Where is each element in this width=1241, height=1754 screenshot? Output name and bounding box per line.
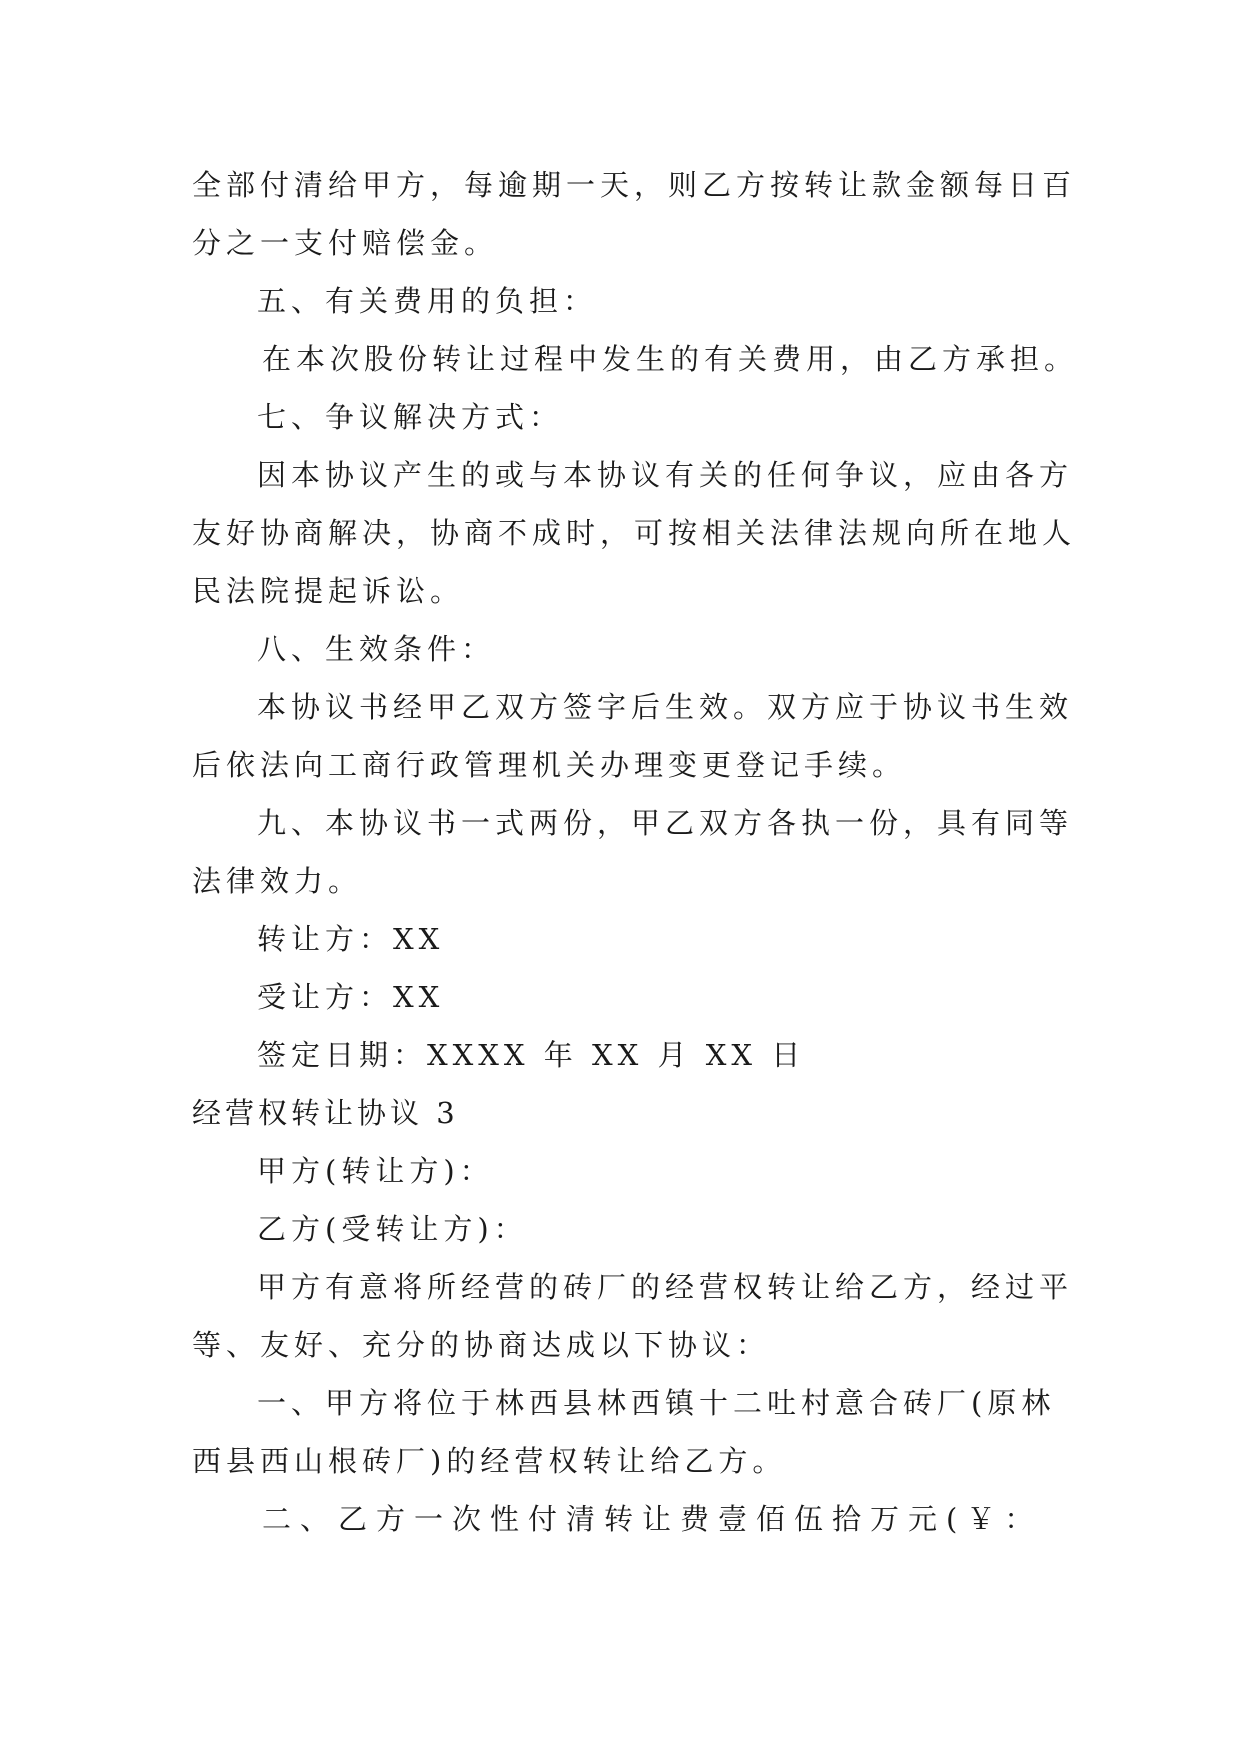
paragraph-line: 友好协商解决，协商不成时，可按相关法律法规向所在地人	[192, 516, 1077, 550]
section-heading-8: 八、生效条件：	[257, 632, 496, 666]
paragraph-line: 九、本协议书一式两份，甲乙双方各执一份，具有同等	[257, 806, 1074, 840]
paragraph-line: 西县西山根砖厂)的经营权转让给乙方。	[192, 1444, 787, 1478]
paragraph-line: 在本次股份转让过程中发生的有关费用，由乙方承担。	[262, 342, 1079, 376]
paragraph-line: 甲方有意将所经营的砖厂的经营权转让给乙方，经过平	[257, 1270, 1074, 1304]
paragraph-line: 后依法向工商行政管理机关办理变更登记手续。	[192, 748, 907, 782]
paragraph-line: 民法院提起诉讼。	[192, 574, 465, 608]
clause-2-line: 二、乙方一次性付清转让费壹佰伍拾万元(￥：	[262, 1502, 1043, 1536]
clause-1-line: 一、甲方将位于林西县林西镇十二吐村意合砖厂(原林	[257, 1386, 1056, 1420]
section-heading-5: 五、有关费用的负担：	[257, 284, 598, 318]
paragraph-line: 法律效力。	[192, 864, 363, 898]
transferor-signature-line: 转让方：XX	[257, 922, 445, 956]
paragraph-line: 分之一支付赔偿金。	[192, 226, 499, 260]
paragraph-line: 全部付清给甲方，每逾期一天，则乙方按转让款金额每日百	[192, 168, 1077, 202]
transferee-signature-line: 受让方：XX	[257, 980, 445, 1014]
paragraph-line: 本协议书经甲乙双方签字后生效。双方应于协议书生效	[257, 690, 1074, 724]
agreement-title: 经营权转让协议 3	[192, 1096, 459, 1130]
section-heading-7: 七、争议解决方式：	[257, 400, 564, 434]
party-b-line: 乙方(受转让方)：	[257, 1212, 528, 1246]
paragraph-line: 等、友好、充分的协商达成以下协议：	[192, 1328, 771, 1362]
paragraph-line: 因本协议产生的或与本协议有关的任何争议，应由各方	[257, 458, 1074, 492]
signing-date-line: 签定日期：XXXX 年 XX 月 XX 日	[257, 1038, 806, 1072]
party-a-line: 甲方(转让方)：	[257, 1154, 494, 1188]
